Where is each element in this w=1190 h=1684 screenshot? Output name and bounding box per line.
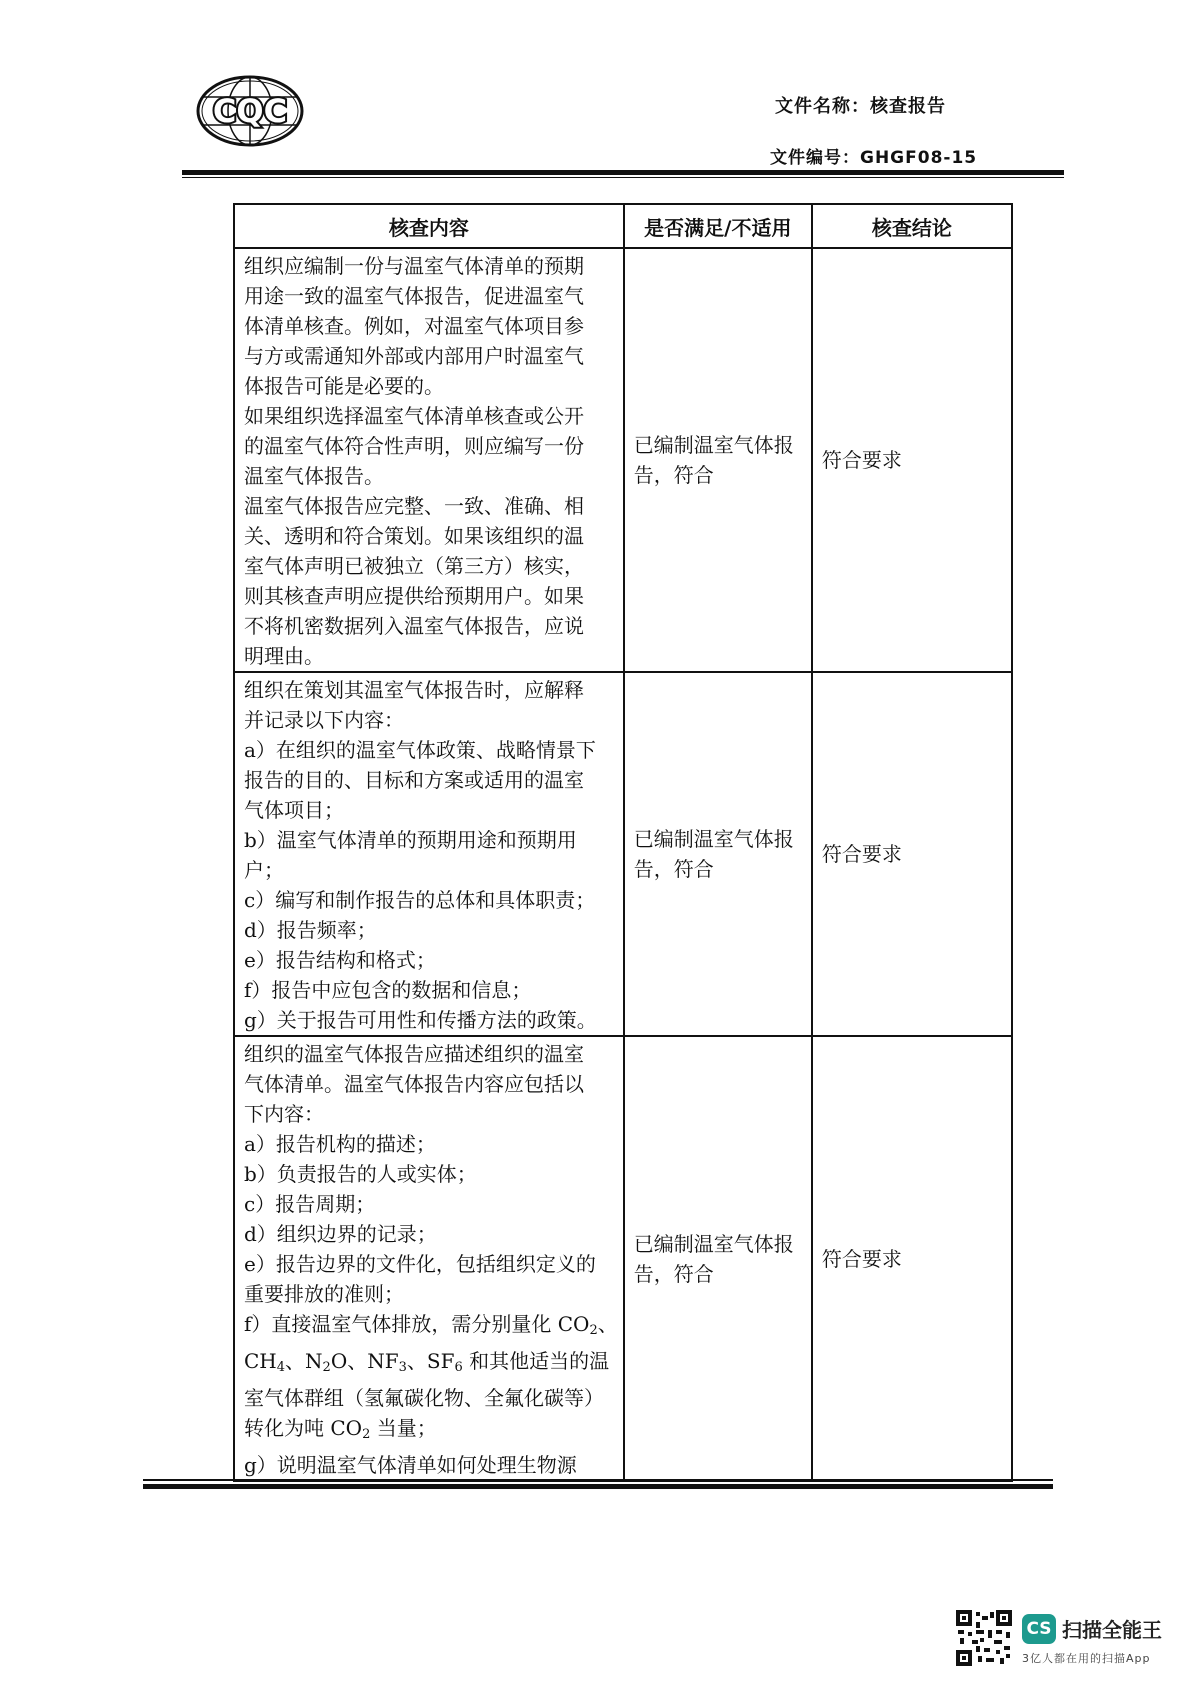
text-segment: O、NF (330, 1349, 399, 1373)
content-line: d）报告频率； (244, 918, 377, 942)
content-line: a）在组织的温室气体政策、战略情景下 (244, 738, 596, 762)
content-line: g）说明温室气体清单如何处理生物源 (244, 1453, 577, 1477)
inspection-table (233, 203, 1013, 1482)
file-name: 文件名称：核查报告 (775, 96, 946, 117)
content-line: 组织在策划其温室气体报告时，应解释 (244, 678, 584, 702)
content-line: 则其核查声明应提供给预期用户。如果 (244, 584, 584, 608)
row3-conclusion: 符合要求 (812, 1036, 1012, 1481)
text-segment: 、SF (406, 1349, 455, 1373)
status-line: 已编制温室气体报 (633, 1231, 794, 1256)
content-line: 如果组织选择温室气体清单核查或公开 (244, 404, 584, 428)
table-row (234, 1036, 1012, 1481)
content-line: d）组织边界的记录； (244, 1222, 437, 1246)
text-segment: 、N (285, 1349, 323, 1373)
text-segment: 转化为吨 CO (244, 1416, 363, 1440)
subscript: 2 (362, 1427, 371, 1442)
content-line: 室气体声明已被独立（第三方）核实， (244, 554, 584, 578)
content-line: 室气体群组（氢氟碳化物、全氟化碳等） (244, 1386, 604, 1410)
text-segment: 当量； (370, 1416, 437, 1440)
content-line: f）报告中应包含的数据和信息； (244, 978, 532, 1002)
content-line-f2 (244, 1346, 618, 1383)
table-row (234, 672, 1012, 1036)
text-segment: CH (244, 1349, 277, 1373)
content-line: 气体清单。温室气体报告内容应包括以 (244, 1072, 584, 1096)
content-line: c）报告周期； (244, 1192, 376, 1216)
row3-status (624, 1036, 812, 1481)
col-header-conclusion: 核查结论 (812, 204, 1012, 248)
content-line: 体报告可能是必要的。 (244, 374, 444, 398)
content-line: 不将机密数据列入温室气体报告，应说 (244, 614, 584, 638)
status-line: 告，符合 (633, 463, 714, 487)
status-line: 告，符合 (633, 857, 714, 881)
col-header-content: 核查内容 (234, 204, 624, 248)
content-line: a）报告机构的描述； (244, 1132, 436, 1156)
content-line: 的温室气体符合性声明，则应编写一份 (244, 434, 584, 458)
cqc-logo (195, 75, 305, 147)
content-line-f1 (244, 1309, 618, 1346)
content-line: 组织应编制一份与温室气体清单的预期 (244, 254, 584, 278)
content-line: 气体项目； (244, 798, 344, 822)
content-line: b）负责报告的人或实体； (244, 1162, 477, 1186)
content-line: 温室气体报告。 (244, 464, 384, 488)
content-line: 明理由。 (244, 644, 324, 668)
text-segment: 、 (597, 1312, 618, 1336)
content-line: 温室气体报告应完整、一致、准确、相 (244, 494, 584, 518)
camscanner-logo: CS (1022, 1614, 1056, 1644)
content-line: g）关于报告可用性和传播方法的政策。 (244, 1008, 597, 1032)
subscript: 2 (589, 1323, 598, 1338)
file-number: 文件编号：GHGF08-15 (770, 148, 978, 168)
subscript: 6 (454, 1360, 463, 1375)
content-line: 重要排放的准则； (244, 1282, 404, 1306)
content-line: e）报告边界的文件化，包括组织定义的 (244, 1252, 596, 1276)
status-line: 已编制温室气体报 (633, 433, 794, 457)
subscript: 2 (322, 1360, 331, 1375)
cqc-logo-text: CQC (212, 92, 288, 130)
status-line: 已编制温室气体报 (633, 827, 794, 851)
header-rule-thick (182, 170, 1064, 175)
col-header-status: 是否满足/不适用 (624, 204, 812, 248)
row3-content (234, 1036, 624, 1481)
content-line: 并记录以下内容： (244, 708, 404, 732)
footer-rule-thick (143, 1484, 1053, 1489)
content-line: 下内容： (244, 1102, 324, 1126)
row2-content (234, 672, 624, 1036)
row2-conclusion: 符合要求 (812, 672, 1012, 1036)
table-row (234, 248, 1012, 672)
content-line: b）温室气体清单的预期用途和预期用 (244, 828, 577, 852)
table-header-row (234, 204, 1012, 248)
content-line: e）报告结构和格式； (244, 948, 436, 972)
status-line: 告，符合 (633, 1261, 714, 1286)
text-segment: 和其他适当的温 (462, 1349, 610, 1373)
footer-rule-thin (143, 1479, 1053, 1481)
content-line: 组织的温室气体报告应描述组织的温室 (244, 1042, 584, 1066)
row1-conclusion: 符合要求 (812, 248, 1012, 672)
qr-code-icon (956, 1610, 1012, 1666)
camscanner-tagline: 3亿人都在用的扫描App (1022, 1652, 1151, 1665)
content-line: 关、透明和符合策划。如果该组织的温 (244, 524, 584, 548)
content-line: 户； (244, 858, 284, 882)
content-line: c）编写和制作报告的总体和具体职责； (244, 888, 596, 912)
content-line: 与方或需通知外部或内部用户时温室气 (244, 344, 584, 368)
row2-status (624, 672, 812, 1036)
row1-content (234, 248, 624, 672)
content-line: 用途一致的温室气体报告，促进温室气 (244, 284, 584, 308)
subscript: 3 (398, 1360, 407, 1375)
content-line: 体清单核查。例如，对温室气体项目参 (244, 314, 584, 338)
row1-status (624, 248, 812, 672)
text-segment: f）直接温室气体排放，需分别量化 CO (244, 1312, 590, 1336)
content-line: 报告的目的、目标和方案或适用的温室 (244, 768, 584, 792)
content-line-f4 (244, 1413, 618, 1450)
camscanner-name: 扫描全能王 (1062, 1618, 1162, 1642)
header-rule-thin (182, 177, 1064, 178)
subscript: 4 (276, 1360, 286, 1375)
